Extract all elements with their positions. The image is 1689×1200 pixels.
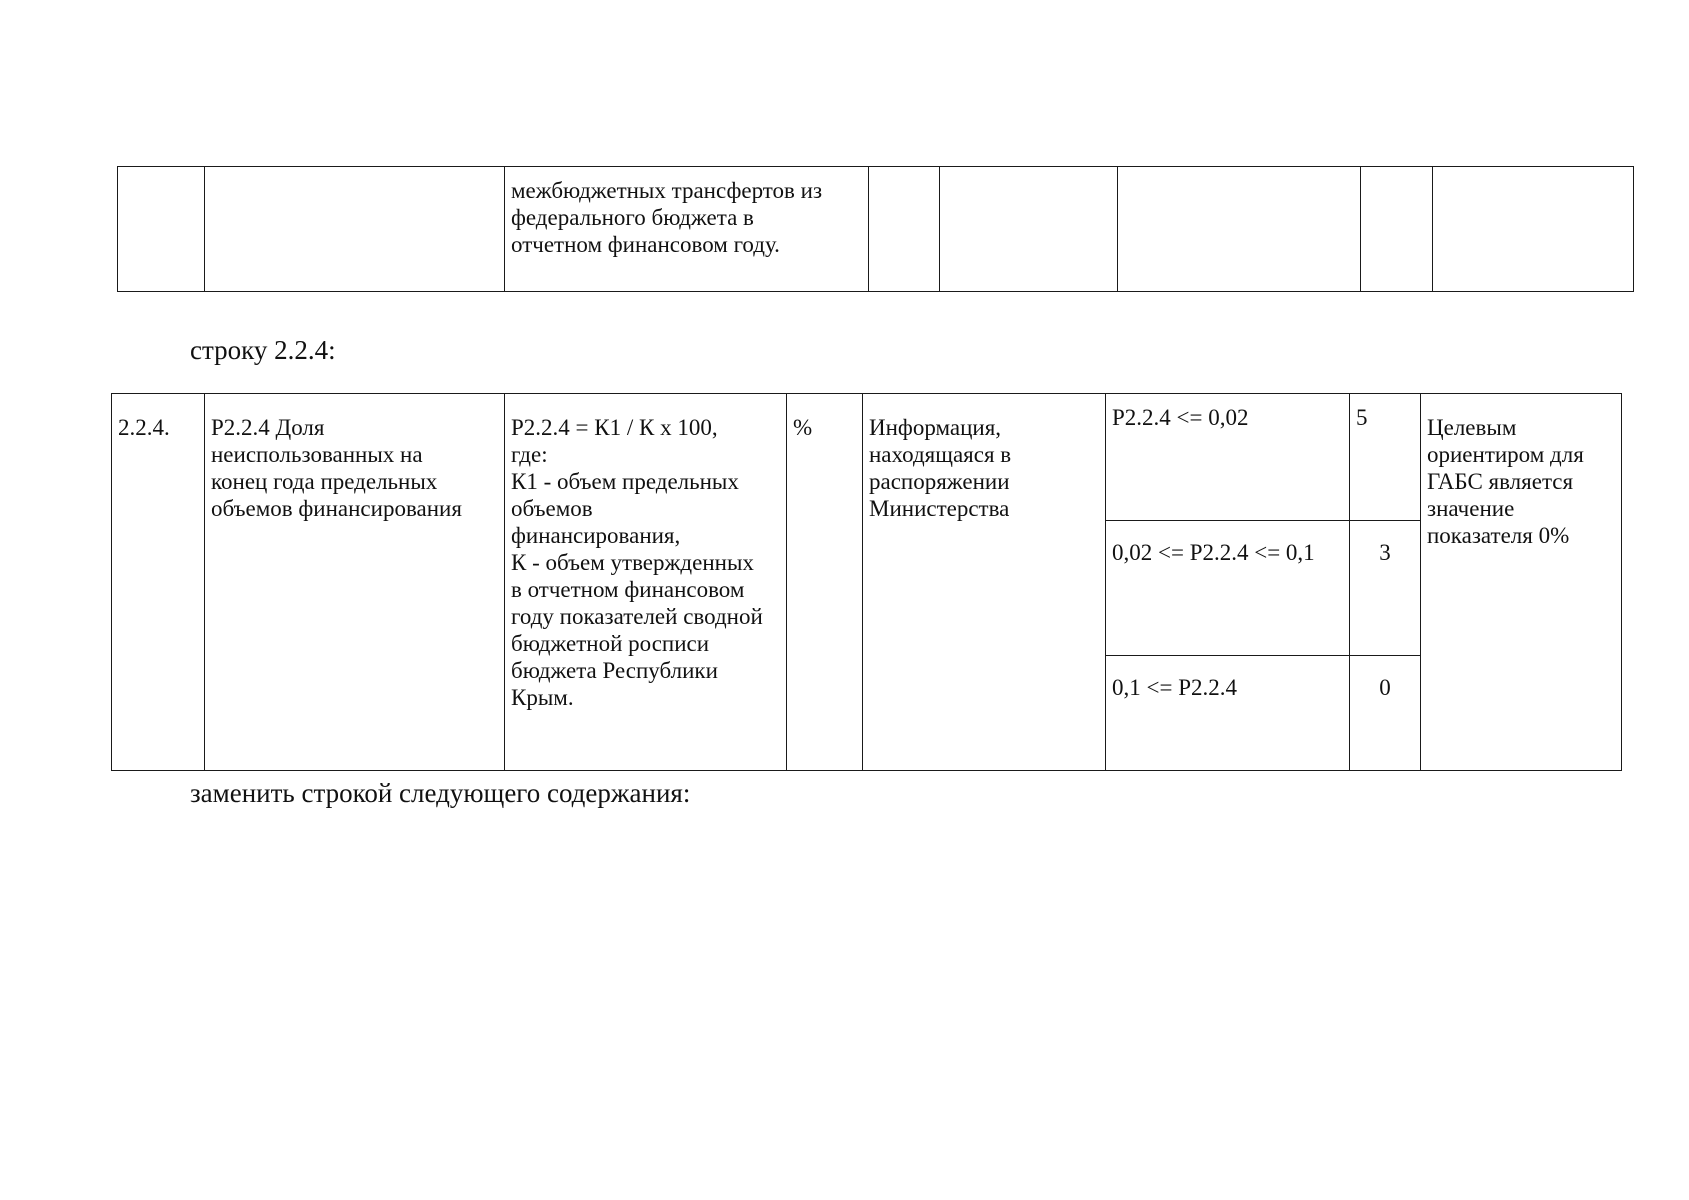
cell-score: 3 — [1350, 521, 1421, 656]
intro-paragraph: строку 2.2.4: — [190, 335, 336, 365]
cell-condition: Р2.2.4 <= 0,02 — [1106, 394, 1350, 521]
cell-name — [205, 167, 505, 292]
cell-number: 2.2.4. — [112, 394, 205, 771]
outro-paragraph: заменить строкой следующего содержания: — [190, 778, 691, 808]
cell-score: 0 — [1350, 656, 1421, 771]
table-row — [112, 394, 1622, 521]
indicator-table — [111, 393, 1622, 771]
cell-source — [940, 167, 1118, 292]
table-row — [118, 167, 1634, 292]
cell-number — [118, 167, 205, 292]
cell-formula: межбюджетных трансфертов из федерального бюджета в отчетном финансовом году. — [505, 167, 869, 292]
cell-source: Информация, находящаяся в распоряжении Министерства — [863, 394, 1106, 771]
cell-name: Р2.2.4 Доля неиспользованных на конец года предельных объемов финансирования — [205, 394, 505, 771]
cell-condition — [1118, 167, 1361, 292]
cell-note — [1433, 167, 1634, 292]
cell-score — [1361, 167, 1433, 292]
cell-note: Целевым ориентиром для ГАБС является значение показателя 0% — [1421, 394, 1622, 771]
cell-formula: Р2.2.4 = К1 / К x 100, где: К1 - объем предельных объемов финансирования, К - объем утвержденных в отчетном финансовом году показателей сводной бюджетной росписи бюджета Республики Крым. — [505, 394, 787, 771]
cell-unit — [869, 167, 940, 292]
continuation-table — [117, 166, 1634, 292]
cell-condition: 0,1 <= Р2.2.4 — [1106, 656, 1350, 771]
cell-condition: 0,02 <= Р2.2.4 <= 0,1 — [1106, 521, 1350, 656]
cell-score: 5 — [1350, 394, 1421, 521]
cell-unit: % — [787, 394, 863, 771]
